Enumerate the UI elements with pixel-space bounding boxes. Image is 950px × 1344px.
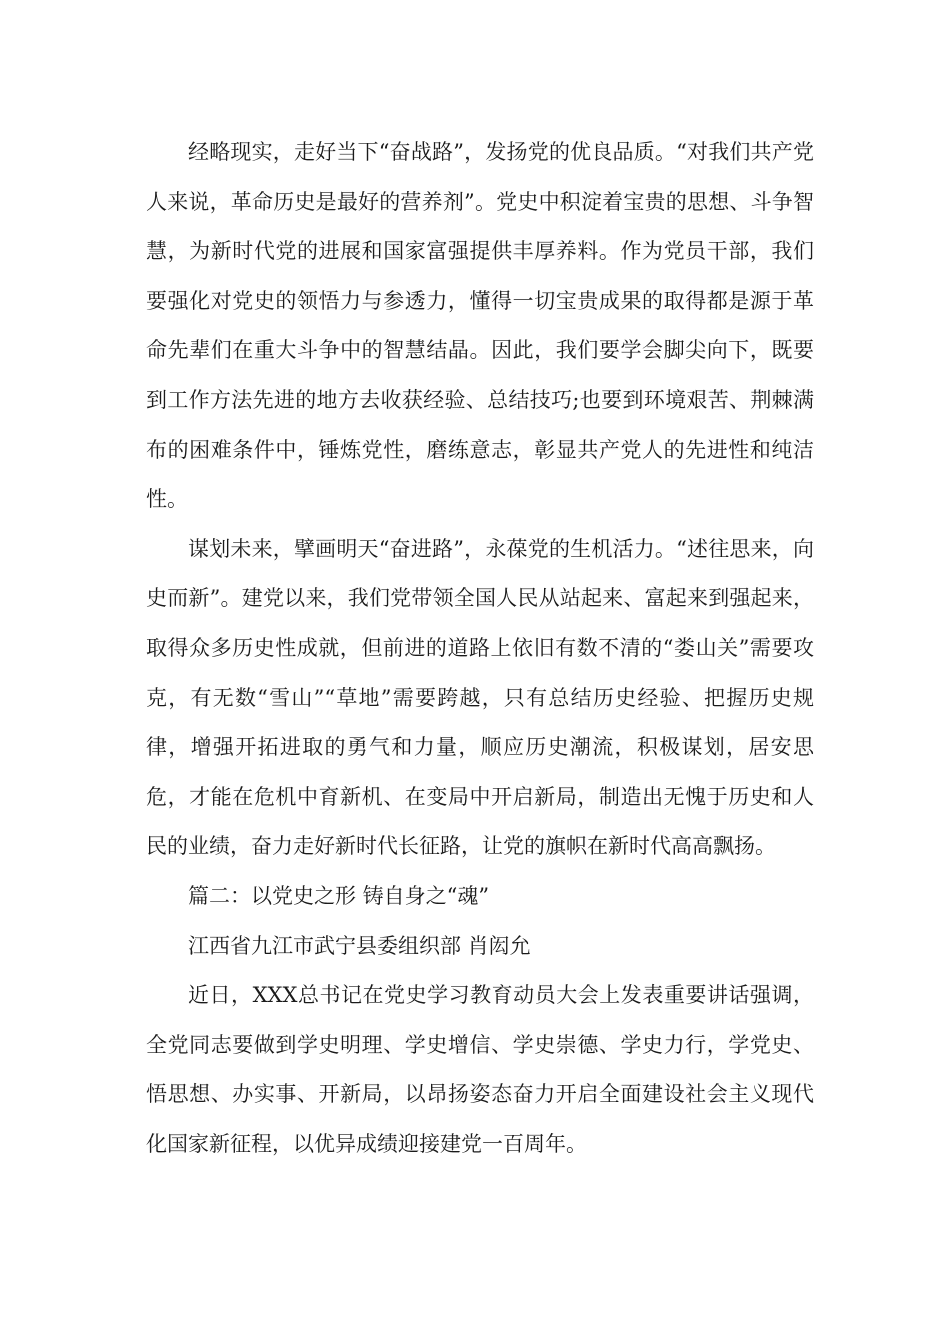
section-title: 篇二：以党史之形 铸自身之“魂” bbox=[188, 883, 490, 908]
paragraph-2: 谋划未来，擘画明天“奋进路”，永葆党的生机活力。“述往思来，向史而新”。建党以来，我们党带领全国人民从站起来、富起来到强起来，取得众多历史性成就，但前进的道路上依旧有数不清的“娄山关”需要攻克，有无数“雪山”“草地”需要跨越，只有总结历史经验、把握历史规律，增强开拓进取的勇气和力量，顺应历史潮流，积极谋划，居安思危，才能在危机中育新机、在变局中开启新局，制造出无愧于历史和人民的业绩，奋力走好新时代长征路，让党的旗帜在新时代高高飘扬。 bbox=[146, 536, 814, 859]
document-body bbox=[146, 128, 814, 1169]
author-line: 江西省九江市武宁县委组织部 肖闳允 bbox=[188, 933, 531, 958]
paragraph-1: 经略现实，走好当下“奋战路”，发扬党的优良品质。“对我们共产党人来说，革命历史是最好的营养剂”。党史中积淀着宝贵的思想、斗争智慧，为新时代党的进展和国家富强提供丰厚养料。作为党员干部，我们要强化对党史的领悟力与参透力，懂得一切宝贵成果的取得都是源于革命先辈们在重大斗争中的智慧结晶。因此，我们要学会脚尖向下，既要到工作方法先进的地方去收获经验、总结技巧;也要到环境艰苦、荆棘满布的困难条件中，锤炼党性，磨练意志，彰显共产党人的先进性和纯洁性。 bbox=[146, 140, 814, 512]
paragraph-3: 近日，XXX总书记在党史学习教育动员大会上发表重要讲话强调，全党同志要做到学史明理、学史增信、学史崇德、学史力行，学党史、悟思想、办实事、开新局，以昂扬姿态奋力开启全面建设社会主义现代化国家新征程，以优异成绩迎接建党一百周年。 bbox=[146, 983, 814, 1156]
